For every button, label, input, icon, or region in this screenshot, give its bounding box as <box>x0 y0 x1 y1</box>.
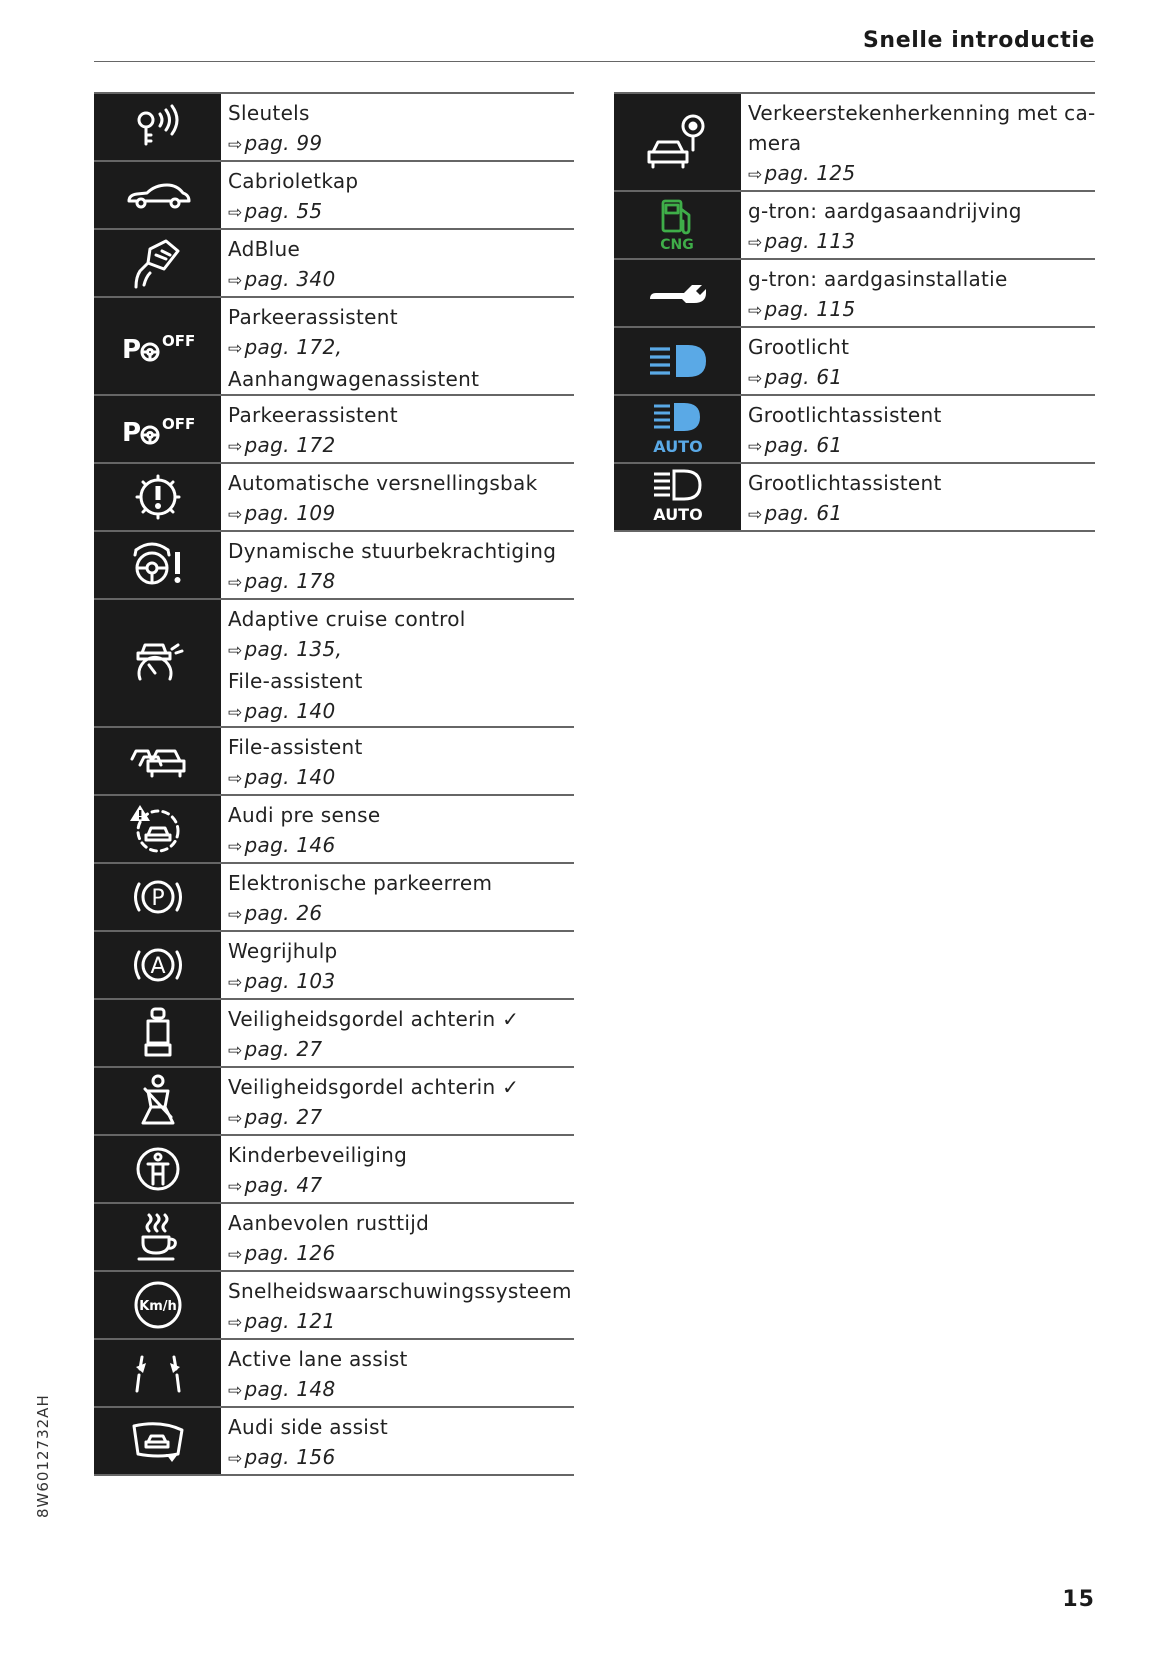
icon-letter: A <box>149 954 166 979</box>
indicator-description <box>221 464 574 530</box>
arrow-icon: ⇨ <box>748 505 763 525</box>
page-reference-link[interactable] <box>228 898 568 930</box>
park-assist-off-icon <box>94 396 221 462</box>
page-reference-text: pag. 61 <box>764 365 843 389</box>
indicator-description <box>221 94 574 160</box>
page-reference-link[interactable] <box>748 158 1096 190</box>
page-reference-text: pag. 103 <box>244 969 336 993</box>
indicator-row <box>94 1134 574 1202</box>
page-reference-text: pag. 172, <box>244 335 343 359</box>
child-lock-icon <box>94 1136 221 1202</box>
hill-hold-icon <box>94 932 221 998</box>
page-reference-link[interactable] <box>228 830 568 862</box>
arrow-icon: ⇨ <box>228 1109 243 1129</box>
indicator-label: Snelheidswaarschuwingssysteem <box>228 1279 572 1303</box>
indicator-description <box>221 1408 574 1474</box>
indicator-description <box>221 796 574 862</box>
page-reference-text: pag. 172 <box>244 433 336 457</box>
document-code: 8W6012732AH <box>34 1394 52 1518</box>
arrow-icon: ⇨ <box>228 1177 243 1197</box>
page-number: 15 <box>1062 1587 1095 1612</box>
page-reference-link[interactable] <box>228 1374 568 1406</box>
page-reference-link[interactable] <box>748 362 1089 394</box>
indicator-label: Parkeerassistent <box>228 305 398 329</box>
steering-warning-icon <box>94 532 221 598</box>
arrow-icon: ⇨ <box>228 905 243 925</box>
arrow-icon: ⇨ <box>748 301 763 321</box>
indicator-description <box>221 396 574 462</box>
auto-label: AUTO <box>652 505 703 524</box>
indicator-label: Elektronische parkeerrem <box>228 871 493 895</box>
indicator-label: Kinderbeveiliging <box>228 1143 408 1167</box>
arrow-icon: ⇨ <box>228 1041 243 1061</box>
arrow-icon: ⇨ <box>228 573 243 593</box>
icon-letter: P <box>150 886 165 911</box>
indicator-row <box>94 1338 574 1406</box>
indicator-label: Veiligheidsgordel achterin ✓ <box>228 1007 520 1031</box>
indicator-description <box>221 230 574 296</box>
indicator-label: File-assistent <box>228 735 363 759</box>
indicator-label: mera <box>748 131 802 155</box>
indicator-row <box>94 1406 574 1476</box>
page-reference-text: pag. 26 <box>244 901 323 925</box>
page-reference-link[interactable] <box>748 430 1089 462</box>
indicator-description <box>221 864 574 930</box>
indicator-row <box>94 394 574 462</box>
indicator-label: g-tron: aardgasaandrijving <box>748 199 1022 223</box>
lane-assist-icon <box>94 1340 221 1406</box>
page-reference-text: pag. 156 <box>244 1445 336 1469</box>
indicator-description <box>221 1000 574 1066</box>
indicator-label: Active lane assist <box>228 1347 408 1371</box>
indicator-description <box>221 1204 574 1270</box>
indicator-row <box>614 326 1095 394</box>
svg-text:P: P <box>121 418 141 448</box>
page-reference-text: pag. 61 <box>764 501 843 525</box>
page-reference-text: pag. 135, <box>244 637 343 661</box>
page-reference-text: pag. 340 <box>244 267 336 291</box>
arrow-icon: ⇨ <box>228 505 243 525</box>
adblue-icon <box>94 230 221 296</box>
page-reference-link[interactable] <box>228 566 568 598</box>
arrow-icon: ⇨ <box>228 703 243 723</box>
page-reference-link[interactable] <box>228 1238 568 1270</box>
page-title: Snelle introductie <box>862 28 1095 53</box>
park-assist-off-icon <box>94 298 221 394</box>
pre-sense-icon <box>94 796 221 862</box>
page-reference-link[interactable] <box>228 498 568 530</box>
indicator-label: Adaptive cruise control <box>228 607 466 631</box>
convertible-top-icon <box>94 162 221 228</box>
indicator-label: Cabrioletkap <box>228 169 359 193</box>
indicator-description <box>221 1136 574 1202</box>
indicator-label: Verkeerstekenherkenning met ca- <box>748 101 1096 125</box>
high-beam-icon <box>614 328 741 394</box>
indicator-row <box>94 598 574 726</box>
indicator-description <box>221 600 574 726</box>
arrow-icon: ⇨ <box>228 1245 243 1265</box>
page-reference-link[interactable] <box>228 196 568 228</box>
arrow-icon: ⇨ <box>748 233 763 253</box>
speed-unit: Km/h <box>138 1299 177 1314</box>
indicator-label: g-tron: aardgasinstallatie <box>748 267 1008 291</box>
indicator-row <box>94 930 574 998</box>
indicator-label: Automatische versnellingsbak <box>228 471 538 495</box>
indicator-description <box>221 162 574 228</box>
page-reference-link[interactable] <box>228 1442 568 1474</box>
page-reference-text: pag. 55 <box>244 199 323 223</box>
indicator-row <box>614 190 1095 258</box>
indicator-row <box>94 794 574 862</box>
rear-seat-icon <box>94 1000 221 1066</box>
page-reference-text: pag. 146 <box>244 833 336 857</box>
traffic-sign-camera-icon <box>614 94 741 190</box>
high-beam-auto-icon <box>614 464 741 530</box>
arrow-icon: ⇨ <box>748 369 763 389</box>
page-reference-text: pag. 121 <box>244 1309 336 1333</box>
indicator-row <box>94 92 574 160</box>
page-reference-text: pag. 61 <box>764 433 843 457</box>
indicator-description <box>741 94 1102 190</box>
indicator-row <box>614 258 1095 326</box>
page-reference-text: pag. 115 <box>764 297 856 321</box>
arrow-icon: ⇨ <box>748 437 763 457</box>
indicator-description <box>221 532 574 598</box>
cng-fuel-icon <box>614 192 741 258</box>
indicator-label: Dynamische stuurbekrachtiging <box>228 539 557 563</box>
gearbox-warning-icon <box>94 464 221 530</box>
arrow-icon: ⇨ <box>228 1449 243 1469</box>
indicator-row <box>94 862 574 930</box>
indicator-table-right <box>614 92 1095 532</box>
side-assist-icon <box>94 1408 221 1474</box>
page-reference-link[interactable] <box>228 332 568 364</box>
indicator-row <box>94 296 574 394</box>
indicator-row <box>94 726 574 794</box>
indicator-label: Wegrijhulp <box>228 939 338 963</box>
indicator-description <box>221 1340 574 1406</box>
page-reference-link[interactable] <box>228 128 568 160</box>
indicator-row <box>94 1202 574 1270</box>
page-reference-text: pag. 126 <box>244 1241 336 1265</box>
indicator-description <box>741 328 1095 394</box>
indicator-description <box>741 464 1095 530</box>
page-reference-link[interactable] <box>228 1306 572 1338</box>
page-reference-text: pag. 113 <box>764 229 856 253</box>
page-reference-text: pag. 125 <box>764 161 856 185</box>
arrow-icon: ⇨ <box>228 1313 243 1333</box>
indicator-label: Parkeerassistent <box>228 403 398 427</box>
page-reference-link[interactable] <box>228 696 568 728</box>
indicator-row <box>94 160 574 228</box>
page-reference-text: pag. 140 <box>244 765 336 789</box>
arrow-icon: ⇨ <box>228 437 243 457</box>
page-reference-link[interactable] <box>228 634 568 666</box>
page-reference-text: pag. 109 <box>244 501 336 525</box>
indicator-label: Grootlichtassistent <box>748 471 942 495</box>
page-reference-link[interactable] <box>228 1170 568 1202</box>
page-reference-link[interactable] <box>228 264 568 296</box>
arrow-icon: ⇨ <box>228 837 243 857</box>
page-reference-text: pag. 99 <box>244 131 323 155</box>
indicator-row <box>614 462 1095 532</box>
indicator-row <box>94 228 574 296</box>
indicator-label: Aanbevolen rusttijd <box>228 1211 430 1235</box>
indicator-description <box>221 1272 578 1338</box>
indicator-label: Grootlicht <box>748 335 850 359</box>
header-rule <box>94 61 1095 62</box>
page-reference-link[interactable] <box>228 1102 568 1134</box>
indicator-label: Grootlichtassistent <box>748 403 942 427</box>
indicator-row <box>614 92 1095 190</box>
high-beam-auto-blue-icon <box>614 396 741 462</box>
page-reference-link[interactable] <box>748 294 1089 326</box>
indicator-label: Audi side assist <box>228 1415 389 1439</box>
arrow-icon: ⇨ <box>228 641 243 661</box>
auto-label: AUTO <box>652 437 703 456</box>
traffic-jam-assist-icon <box>94 728 221 794</box>
adaptive-cruise-icon <box>94 600 221 726</box>
arrow-icon: ⇨ <box>228 973 243 993</box>
indicator-description <box>221 298 574 394</box>
page-reference-link[interactable] <box>228 430 568 462</box>
page-reference-text: pag. 27 <box>244 1105 323 1129</box>
seatbelt-icon <box>94 1068 221 1134</box>
arrow-icon: ⇨ <box>228 1381 243 1401</box>
indicator-description <box>741 260 1095 326</box>
page-reference-text: pag. 178 <box>244 569 336 593</box>
page-reference-link[interactable] <box>228 1034 568 1066</box>
arrow-icon: ⇨ <box>228 203 243 223</box>
arrow-icon: ⇨ <box>748 165 763 185</box>
arrow-icon: ⇨ <box>228 769 243 789</box>
page-reference-text: pag. 148 <box>244 1377 336 1401</box>
indicator-row <box>614 394 1095 462</box>
page-reference-link[interactable] <box>748 498 1089 530</box>
page-reference-text: pag. 140 <box>244 699 336 723</box>
key-remote-icon <box>94 94 221 160</box>
indicator-row <box>94 998 574 1066</box>
svg-text:P: P <box>121 335 141 365</box>
indicator-label: Aanhangwagenassistent <box>228 367 480 391</box>
indicator-label: File-assistent <box>228 669 363 693</box>
wrench-icon <box>614 260 741 326</box>
indicator-description <box>221 932 574 998</box>
arrow-icon: ⇨ <box>228 135 243 155</box>
page-reference-text: pag. 47 <box>244 1173 323 1197</box>
coffee-cup-icon <box>94 1204 221 1270</box>
arrow-icon: ⇨ <box>228 271 243 291</box>
indicator-label: AdBlue <box>228 237 301 261</box>
off-label: OFF <box>161 332 195 350</box>
off-label: OFF <box>161 415 195 433</box>
arrow-icon: ⇨ <box>228 339 243 359</box>
indicator-description <box>221 1068 574 1134</box>
indicator-table-left <box>94 92 574 1476</box>
indicator-label: Veiligheidsgordel achterin ✓ <box>228 1075 520 1099</box>
indicator-row <box>94 530 574 598</box>
indicator-row <box>94 1066 574 1134</box>
page-reference-link[interactable] <box>748 226 1089 258</box>
indicator-description <box>741 192 1095 258</box>
speed-warning-icon <box>94 1272 221 1338</box>
indicator-description <box>221 728 574 794</box>
indicator-row <box>94 462 574 530</box>
indicator-description <box>741 396 1095 462</box>
indicator-label: Audi pre sense <box>228 803 381 827</box>
page-reference-link[interactable] <box>228 966 568 998</box>
indicator-row <box>94 1270 574 1338</box>
page-reference-link[interactable] <box>228 762 568 794</box>
page-reference-text: pag. 27 <box>244 1037 323 1061</box>
cng-label: CNG <box>659 237 694 253</box>
parking-brake-icon <box>94 864 221 930</box>
indicator-label: Sleutels <box>228 101 310 125</box>
